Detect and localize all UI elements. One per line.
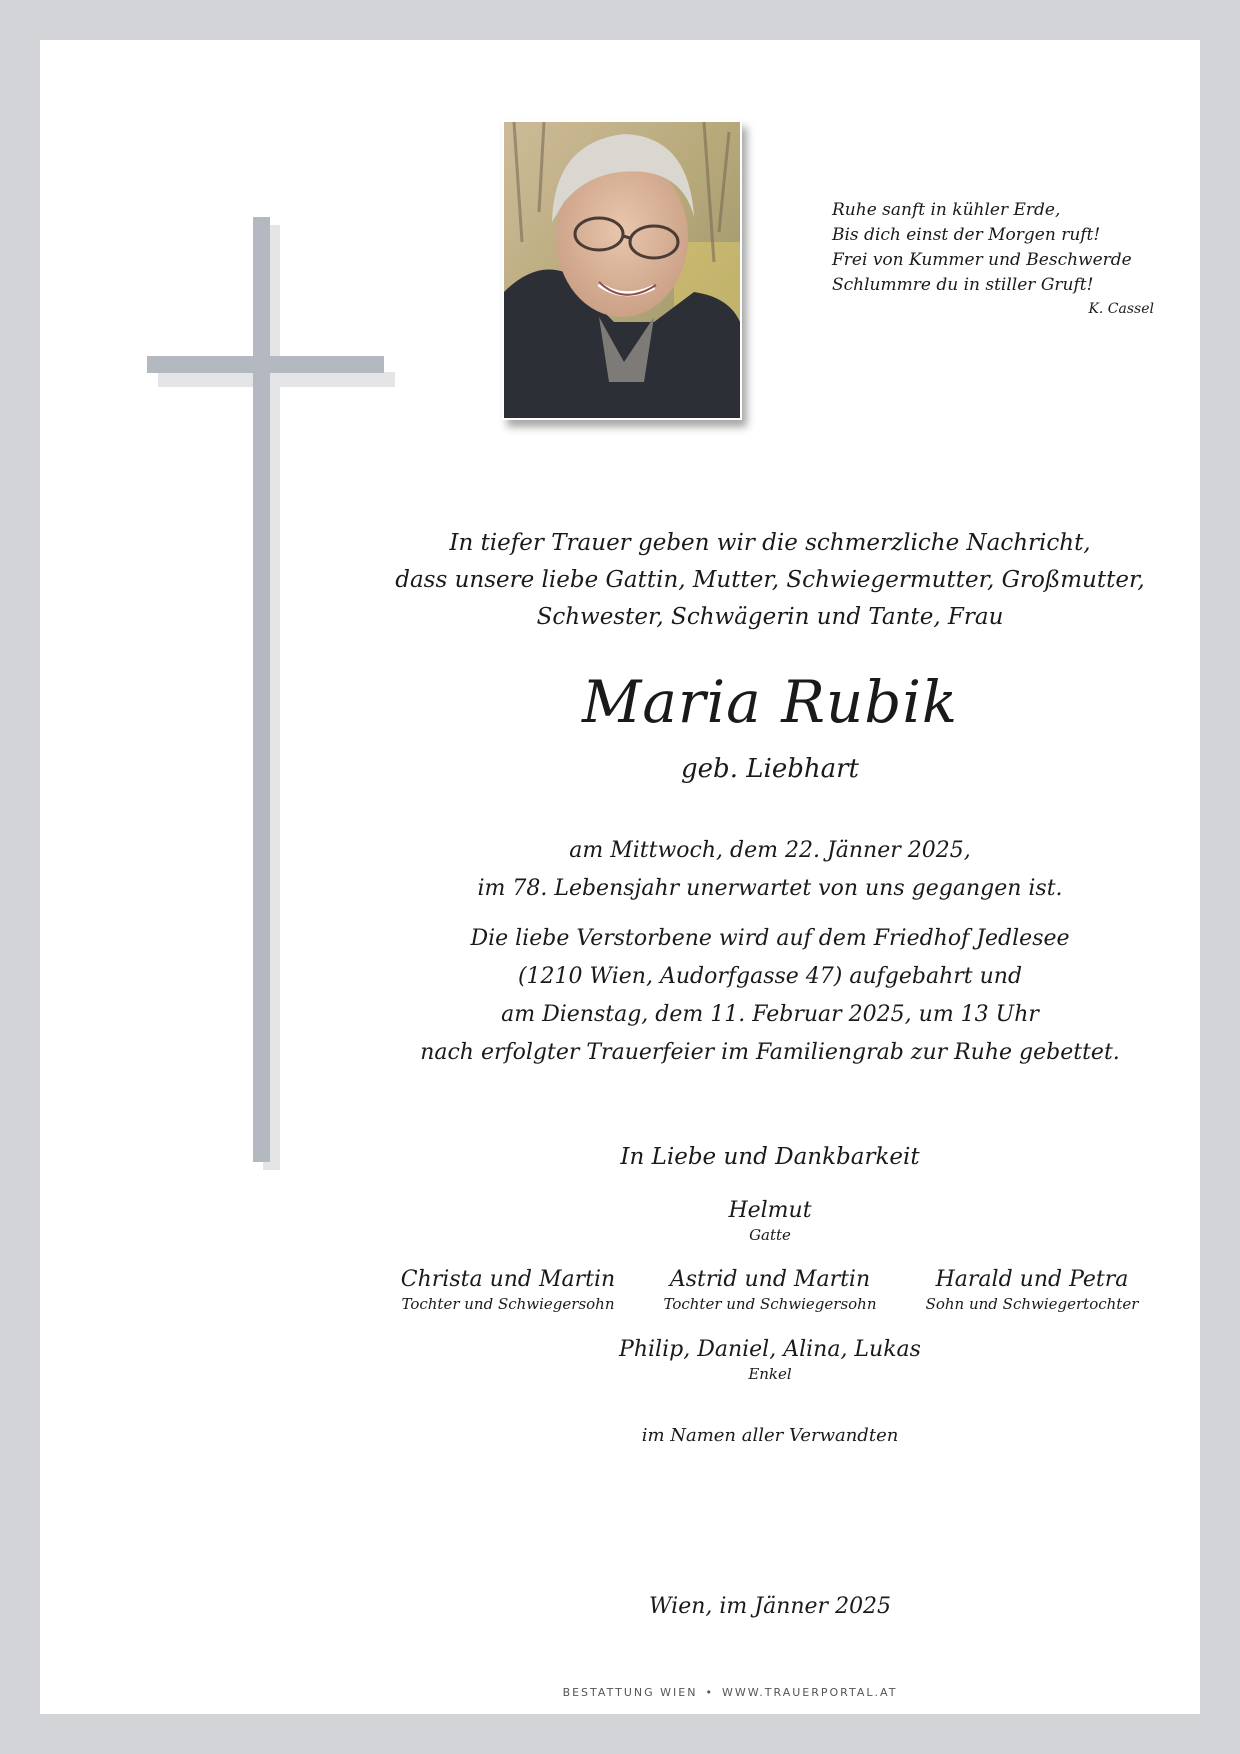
death-line: im 78. Lebensjahr unerwartet von uns gegangen ist. <box>477 876 1063 901</box>
mourner-name: Christa und Martin <box>400 1267 616 1292</box>
funeral-line: Die liebe Verstorbene wird auf dem Friedhof Jedlesee <box>470 926 1070 951</box>
mourner-child <box>639 1266 901 1314</box>
mourner-husband <box>340 1197 1200 1245</box>
poem-line: Ruhe sanft in kühler Erde, <box>832 200 1061 220</box>
portrait-photo <box>502 120 742 420</box>
mourner-role: Sohn und Schwiegertochter <box>925 1295 1139 1313</box>
relatives-note: im Namen aller Verwandten <box>641 1425 899 1446</box>
mourner-name: Astrid und Martin <box>669 1267 871 1292</box>
mourner-role: Enkel <box>748 1365 792 1383</box>
mourner-name: Philip, Daniel, Alina, Lukas <box>619 1337 921 1362</box>
closing-phrase: In Liebe und Dankbarkeit <box>620 1144 920 1170</box>
mourner-name: Helmut <box>728 1198 812 1223</box>
death-line: am Mittwoch, dem 22. Jänner 2025, <box>569 838 971 863</box>
footer-separator: • <box>705 1686 714 1699</box>
mourner-role: Gatte <box>749 1226 791 1244</box>
cross-shadow-horizontal <box>158 372 395 387</box>
poem-line: Bis dich einst der Morgen ruft! <box>832 225 1101 245</box>
mourner-child <box>901 1266 1163 1314</box>
portrait-image <box>504 122 740 418</box>
funeral-line: am Dienstag, dem 11. Februar 2025, um 13 Uhr <box>501 1002 1039 1027</box>
mourner-child <box>377 1266 639 1314</box>
poem-line: Frei von Kummer und Beschwerde <box>832 250 1132 270</box>
maiden-name: geb. Liebhart <box>681 754 859 784</box>
intro-line: Schwester, Schwägerin und Tante, Frau <box>536 604 1004 630</box>
mourner-children-row <box>340 1266 1200 1314</box>
funeral-line: nach erfolgter Trauerfeier im Familiengrab zur Ruhe gebettet. <box>420 1040 1120 1065</box>
death-notice <box>340 832 1200 908</box>
poem-line: Schlummre du in stiller Gruft! <box>832 275 1094 295</box>
place-and-date: Wien, im Jänner 2025 <box>648 1594 892 1619</box>
mourner-name: Harald und Petra <box>935 1267 1129 1292</box>
mourner-role: Tochter und Schwiegersohn <box>663 1295 877 1313</box>
footer-website: WWW.TRAUERPORTAL.AT <box>721 1686 898 1699</box>
footer <box>300 1686 1160 1699</box>
deceased-name: Maria Rubik <box>581 668 959 736</box>
cross-horizontal-beam <box>147 356 384 373</box>
poem-author: K. Cassel <box>1088 301 1154 317</box>
funeral-details <box>340 920 1200 1072</box>
mourner-role: Tochter und Schwiegersohn <box>401 1295 615 1313</box>
announcement-intro <box>340 525 1200 636</box>
mourner-grandchildren <box>340 1336 1200 1384</box>
obituary-sheet <box>40 40 1200 1714</box>
funeral-line: (1210 Wien, Audorfgasse 47) aufgebahrt und <box>517 964 1023 989</box>
intro-line: In tiefer Trauer geben wir die schmerzliche Nachricht, <box>449 530 1091 556</box>
poem <box>832 198 1172 320</box>
footer-company: BESTATTUNG WIEN <box>562 1686 698 1699</box>
intro-line: dass unsere liebe Gattin, Mutter, Schwiegermutter, Großmutter, <box>395 567 1145 593</box>
